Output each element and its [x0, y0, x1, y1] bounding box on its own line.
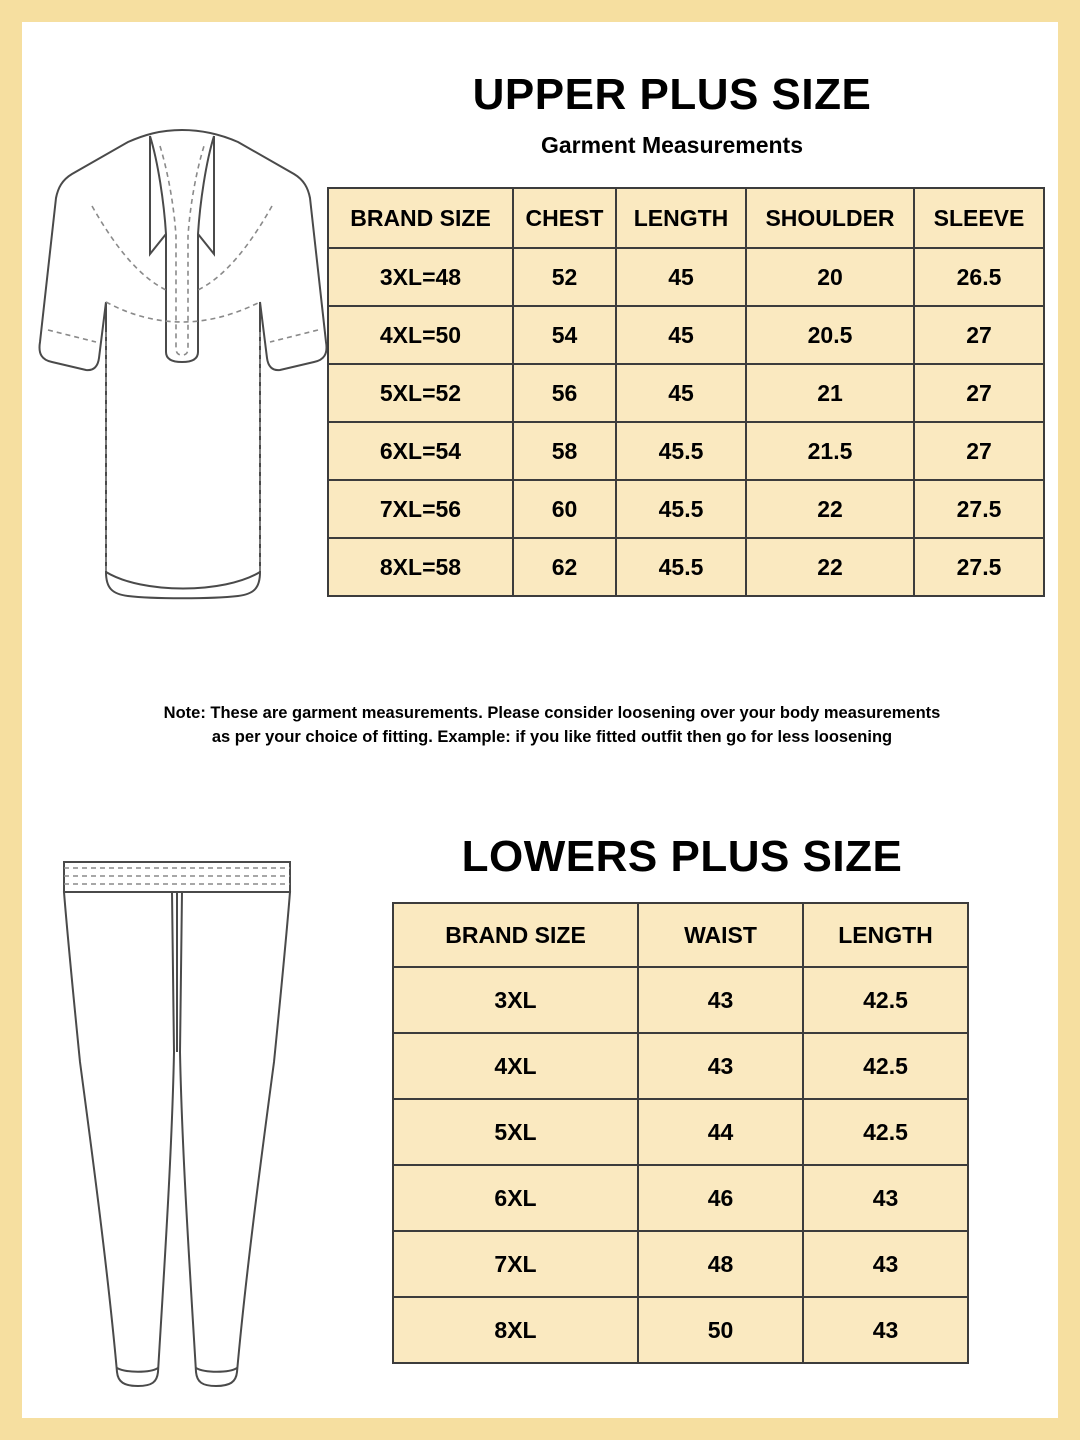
cell-brand-size: 8XL	[393, 1297, 638, 1363]
table-row	[328, 422, 1044, 480]
cell-length: 42.5	[803, 1033, 968, 1099]
column-header-shoulder: SHOULDER	[746, 188, 914, 248]
cell-sleeve: 27	[914, 422, 1044, 480]
table-row	[328, 480, 1044, 538]
lower-page-title: LOWERS PLUS SIZE	[461, 832, 903, 881]
upper-size-table	[327, 187, 1045, 597]
table-row	[328, 248, 1044, 306]
cell-waist: 43	[638, 967, 803, 1033]
cell-sleeve: 27	[914, 364, 1044, 422]
cell-sleeve: 27.5	[914, 538, 1044, 596]
table-row	[393, 1297, 968, 1363]
cell-brand-size: 6XL=54	[328, 422, 513, 480]
cell-length: 43	[803, 1297, 968, 1363]
cell-shoulder: 22	[746, 480, 914, 538]
cell-length: 42.5	[803, 1099, 968, 1165]
cell-waist: 44	[638, 1099, 803, 1165]
cell-shoulder: 20	[746, 248, 914, 306]
cell-shoulder: 21	[746, 364, 914, 422]
column-header-waist: WAIST	[638, 903, 803, 967]
column-header-brand-size: BRAND SIZE	[393, 903, 638, 967]
cell-brand-size: 5XL	[393, 1099, 638, 1165]
cell-length: 45	[616, 248, 746, 306]
cell-length: 42.5	[803, 967, 968, 1033]
cell-waist: 50	[638, 1297, 803, 1363]
cell-sleeve: 26.5	[914, 248, 1044, 306]
pants-illustration-icon	[42, 852, 312, 1412]
cell-brand-size: 4XL=50	[328, 306, 513, 364]
cell-sleeve: 27.5	[914, 480, 1044, 538]
cell-waist: 46	[638, 1165, 803, 1231]
cell-brand-size: 8XL=58	[328, 538, 513, 596]
cell-brand-size: 5XL=52	[328, 364, 513, 422]
column-header-brand-size: BRAND SIZE	[328, 188, 513, 248]
cell-length: 45	[616, 364, 746, 422]
cell-chest: 52	[513, 248, 616, 306]
cell-brand-size: 7XL=56	[328, 480, 513, 538]
upper-size-section	[22, 22, 1058, 762]
cell-chest: 56	[513, 364, 616, 422]
cell-chest: 54	[513, 306, 616, 364]
cell-waist: 43	[638, 1033, 803, 1099]
table-row	[328, 364, 1044, 422]
column-header-chest: CHEST	[513, 188, 616, 248]
page-inner	[22, 22, 1058, 1418]
kurta-illustration-icon	[32, 102, 332, 662]
table-row	[328, 306, 1044, 364]
cell-sleeve: 27	[914, 306, 1044, 364]
cell-brand-size: 3XL	[393, 967, 638, 1033]
cell-waist: 48	[638, 1231, 803, 1297]
table-row	[393, 1033, 968, 1099]
cell-length: 43	[803, 1165, 968, 1231]
cell-length: 45.5	[616, 538, 746, 596]
cell-chest: 58	[513, 422, 616, 480]
column-header-length: LENGTH	[616, 188, 746, 248]
column-header-length: LENGTH	[803, 903, 968, 967]
cell-brand-size: 7XL	[393, 1231, 638, 1297]
cell-shoulder: 21.5	[746, 422, 914, 480]
table-row	[328, 538, 1044, 596]
note-line-1: Note: These are garment measurements. Please consider loosening over your body measurements	[163, 704, 941, 722]
column-header-sleeve: SLEEVE	[914, 188, 1044, 248]
cell-chest: 60	[513, 480, 616, 538]
cell-length: 43	[803, 1231, 968, 1297]
cell-shoulder: 20.5	[746, 306, 914, 364]
table-row	[393, 967, 968, 1033]
cell-length: 45.5	[616, 422, 746, 480]
note-line-2: as per your choice of fitting. Example: if you like fitted outfit then go for less loosening	[211, 727, 893, 746]
table-header-row	[393, 903, 968, 967]
table-row	[393, 1099, 968, 1165]
cell-chest: 62	[513, 538, 616, 596]
lower-size-table	[392, 902, 969, 1364]
table-row	[393, 1165, 968, 1231]
cell-brand-size: 4XL	[393, 1033, 638, 1099]
cell-shoulder: 22	[746, 538, 914, 596]
table-header-row	[328, 188, 1044, 248]
cell-brand-size: 3XL=48	[328, 248, 513, 306]
cell-brand-size: 6XL	[393, 1165, 638, 1231]
upper-subtitle: Garment Measurements	[540, 132, 804, 158]
cell-length: 45	[616, 306, 746, 364]
measurement-note	[82, 702, 1022, 750]
cell-length: 45.5	[616, 480, 746, 538]
table-row	[393, 1231, 968, 1297]
upper-page-title: UPPER PLUS SIZE	[472, 70, 872, 119]
